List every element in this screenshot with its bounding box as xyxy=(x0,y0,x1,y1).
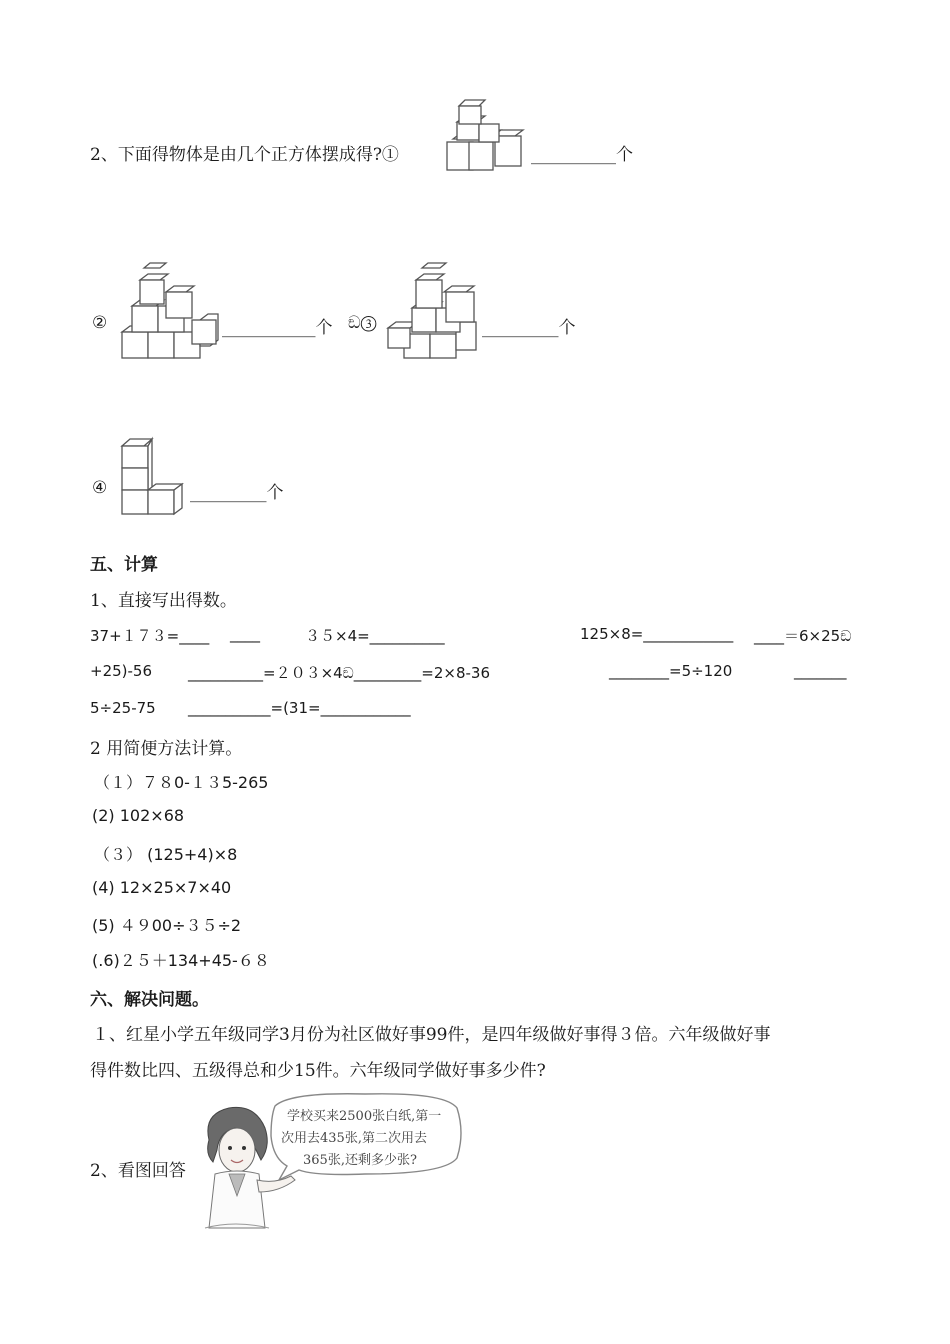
question-2-label-4: ④ xyxy=(92,478,108,498)
problem-1-line-2: 得件数比四、五级得总和少15件。六年级同学做好事多少件? xyxy=(90,1061,546,1081)
section-5-sub-2: 2 用简便方法计算。 xyxy=(90,739,243,759)
question-2-blank-4[interactable]: _________个 xyxy=(190,483,284,503)
cube-figure-4 xyxy=(118,434,190,518)
calc-row1-c-tail: ____＝6×25ඞ xyxy=(754,627,852,645)
problem-2-label: 2、看图回答 xyxy=(90,1161,186,1181)
simplify-item-3: （３） (125+4)×8 xyxy=(94,845,238,864)
bubble-line-3: 365张,还剩多少张? xyxy=(303,1153,417,1168)
simplify-item-5: (5) ４９00÷３５÷2 xyxy=(92,916,242,935)
section-6-heading: 六、解决问题。 xyxy=(90,990,209,1010)
cube-figure-3 xyxy=(384,262,484,362)
calc-row2-b: __________=２０３×4ඞ_________=2×8-36 xyxy=(188,664,491,682)
section-5-sub-1: 1、直接写出得数。 xyxy=(90,591,237,611)
calc-row3-b: ___________=(31=____________ xyxy=(188,699,411,717)
calc-row2-c: ________=5÷120 xyxy=(609,662,733,680)
calc-row1-c: 125×8=____________ xyxy=(580,625,734,643)
problem-1-line-1: １、红星小学五年级同学3月份为社区做好事99件，是四年级做好事得３倍。六年级做好事 xyxy=(92,1025,771,1045)
simplify-item-4: (4) 12×25×7×40 xyxy=(92,878,232,897)
simplify-item-1: （１）７８0-１３5-265 xyxy=(94,773,269,792)
question-2-mark-3: ඞ③ xyxy=(348,313,377,333)
question-2-blank-1[interactable]: __________个 xyxy=(531,145,633,165)
calc-row3-a: 5÷25-75 xyxy=(90,699,156,717)
bubble-line-1: 学校买来2500张白纸,第一 xyxy=(287,1109,442,1124)
question-2-blank-3[interactable]: _________个 xyxy=(482,318,576,338)
calc-row1-a-tail: ____ xyxy=(230,625,260,643)
calc-row2-d: _______ xyxy=(794,662,847,680)
simplify-item-2: (2) 102×68 xyxy=(92,806,185,825)
girl-speech-illustration xyxy=(195,1088,855,1238)
section-5-heading: 五、计算 xyxy=(90,555,158,575)
bubble-line-2: 次用去435张,第二次用去 xyxy=(281,1131,427,1146)
calc-row2-a: +25)-56 xyxy=(90,662,153,680)
cube-figure-1 xyxy=(445,98,530,178)
calc-row1-b: ３５×4=__________ xyxy=(305,627,445,645)
calc-row1-a: 37+１７３=____ xyxy=(90,627,210,645)
question-2-blank-2[interactable]: ___________个 xyxy=(222,318,333,338)
question-2-label-2: ② xyxy=(92,313,108,333)
cube-figure-2 xyxy=(118,262,223,362)
simplify-item-6: (.6)２５＋134+45-６８ xyxy=(92,951,270,970)
question-2-prompt: 2、下面得物体是由几个正方体摆成得?① xyxy=(90,145,399,165)
